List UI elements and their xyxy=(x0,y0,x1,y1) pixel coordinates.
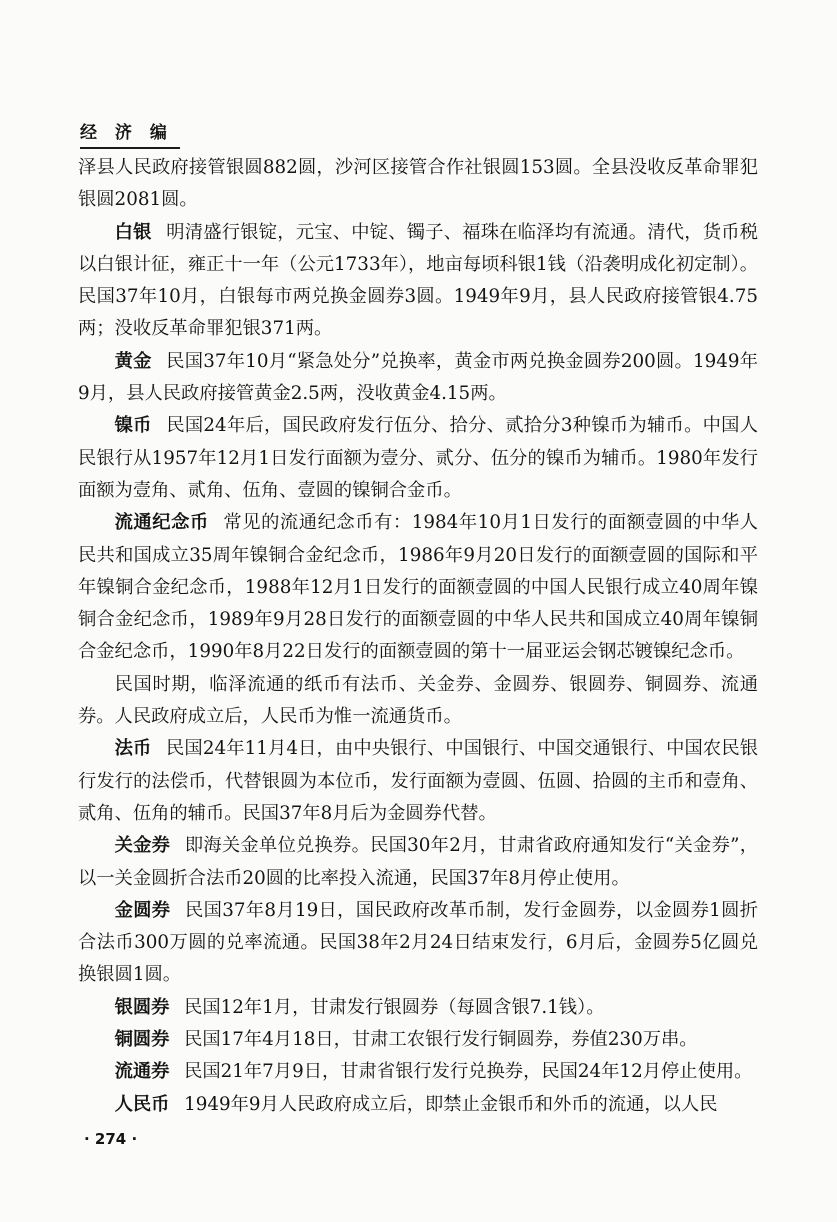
paragraph-text: 民国24年后，国民政府发行伍分、拾分、贰拾分3种镍币为辅币。中国人民银行从1957年12月1日发行面额为壹分、贰分、伍分的镍币为辅币。1980年发行面额为壹角、贰角、伍角、壹圆的镍铜合金币。 xyxy=(78,415,758,501)
term-heading: 金圆券 xyxy=(114,899,171,921)
paragraph-copper-yuan-note xyxy=(78,1024,758,1056)
paragraph-text: 民国21年7月9日，甘肃省银行发行兑换券，民国24年12月停止使用。 xyxy=(184,1061,753,1083)
paragraph-circulation-note xyxy=(78,1056,758,1088)
paragraph-gold-yuan xyxy=(78,895,758,992)
paragraph-nickel-coin xyxy=(78,410,758,507)
paragraph-customs-gold xyxy=(78,830,758,895)
paragraph-renminbi xyxy=(78,1089,758,1121)
paragraph-text: 民国17年4月18日，甘肃工农银行发行铜圆券，券值230万串。 xyxy=(184,1029,698,1051)
term-heading: 白银 xyxy=(114,221,152,243)
paragraph-fabi xyxy=(78,733,758,830)
paragraph-silver-yuan-note xyxy=(78,992,758,1024)
term-heading: 关金券 xyxy=(114,835,171,857)
paragraph-text: 民国12年1月，甘肃发行银圆券（每圆含银7.1钱）。 xyxy=(184,996,605,1018)
term-heading: 法币 xyxy=(114,738,152,760)
paragraph-text: 常见的流通纪念币有：1984年10月1日发行的面额壹圆的中华人民共和国成立35周年镍铜合金纪念币，1986年9月20日发行的面额壹圆的国际和平年镍铜合金纪念币，1988年12月1日发行的面额壹圆的中国人民银行成立40周年镍铜合金纪念币，1989年9月28日发行的面额壹圆的中华人民共和国成立40周年镍铜合金纪念币，1990年8月22日发行的面额壹圆的第十一届亚运会钢芯镀镍纪念币。 xyxy=(78,512,759,663)
paragraph-text: 民国37年8月19日，国民政府改革币制，发行金圆券，以金圆券1圆折合法币300万圆的兑率流通。民国38年2月24日结束发行，6月后，金圆券5亿圆兑换银圆1圆。 xyxy=(78,899,758,986)
running-header xyxy=(80,118,180,149)
paragraph-gold xyxy=(78,346,758,411)
paragraph-text: 民国37年10月“紧急处分”兑换率，黄金市两兑换金圆券200圆。1949年9月，县人民政府接管黄金2.5两，没收黄金4.15两。 xyxy=(78,350,759,405)
paragraph-commemorative-coin xyxy=(78,507,758,668)
paragraph-text: 泽县人民政府接管银圆882圆，沙河区接管合作社银圆153圆。全县没收反革命罪犯银圆2081圆。 xyxy=(78,157,758,211)
paragraph-text: 民国时期，临泽流通的纸币有法币、关金券、金圆券、银圆券、铜圆券、流通券。人民政府成立后，人民币为惟一流通货币。 xyxy=(78,673,758,728)
section-title: 经 济 编 xyxy=(80,123,173,143)
term-heading: 流通券 xyxy=(114,1061,170,1083)
term-heading: 流通纪念币 xyxy=(114,512,209,534)
paragraph-text: 即海关金单位兑换券。民国30年2月，甘肃省政府通知发行“关金券”，以一关金圆折合法币20圆的比率投入流通，民国37年8月停止使用。 xyxy=(78,835,758,889)
paragraph-paper-money-intro xyxy=(78,669,758,734)
paragraph-text: 民国24年11月4日，由中央银行、中国银行、中国交通银行、中国农民银行发行的法偿币，代替银圆为本位币，发行面额为壹圆、伍圆、拾圆的主币和壹角、贰角、伍角的辅币。民国37年8月后为金圆券代替。 xyxy=(78,738,759,824)
body-text xyxy=(78,152,758,1121)
paragraph-text: 明清盛行银锭，元宝、中锭、镯子、福珠在临泽均有流通。清代，货币税以白银计征，雍正十一年（公元1733年），地亩每顷科银1钱（沿袭明成化初定制）。民国37年10月，白银每市两兑换金圆券3圆。1949年9月，县人民政府接管银4.75两；没收反革命罪犯银371两。 xyxy=(78,221,758,340)
term-heading: 黄金 xyxy=(114,350,152,372)
term-heading: 银圆券 xyxy=(114,996,170,1018)
page-number: · 274 · xyxy=(84,1130,138,1148)
paragraph-text: 1949年9月人民政府成立后，即禁止金银币和外币的流通，以人民 xyxy=(184,1093,718,1115)
paragraph-continuation xyxy=(78,152,758,217)
term-heading: 人民币 xyxy=(114,1093,170,1115)
term-heading: 铜圆券 xyxy=(114,1029,170,1051)
paragraph-silver xyxy=(78,217,758,346)
term-heading: 镍币 xyxy=(114,415,152,437)
